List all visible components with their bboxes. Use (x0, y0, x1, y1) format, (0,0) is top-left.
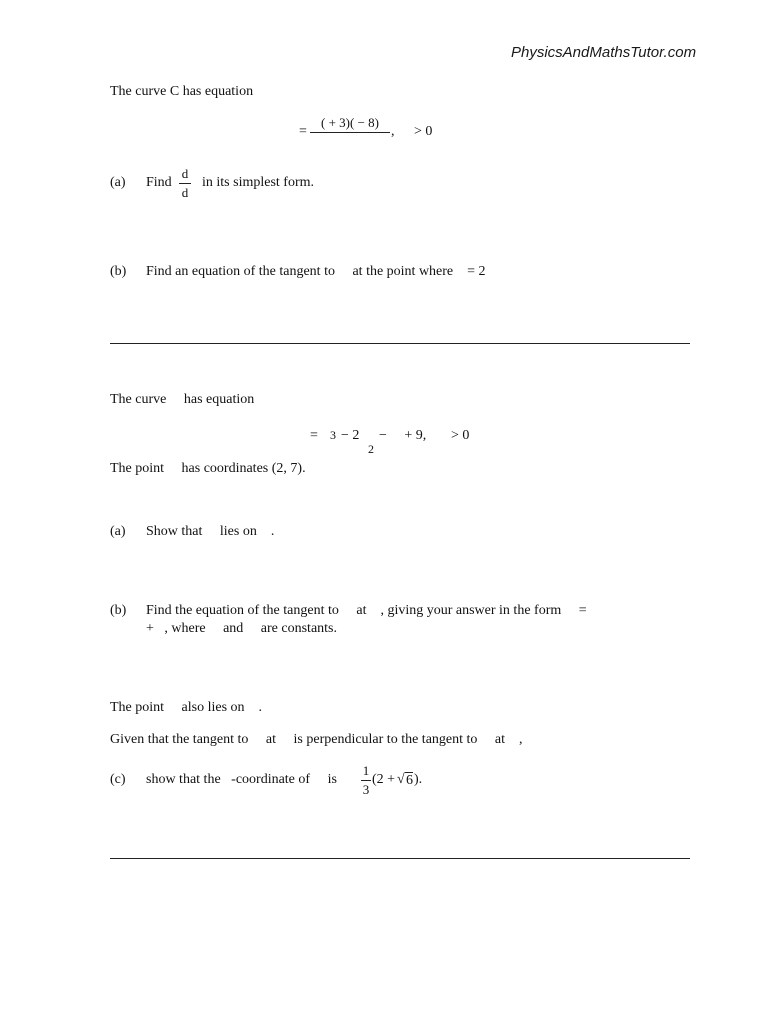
q2-point: The point has coordinates (2, 7). (110, 461, 306, 476)
q2-given: Given that the tangent to at is perpendicular to the tangent to at , (110, 732, 523, 747)
site-brand: PhysicsAndMathsTutor.com (511, 44, 697, 61)
q1-eq-condition: > 0 (414, 124, 433, 139)
q2-a-label: (a) (110, 524, 126, 539)
q1-eq-numerator: ( + 3)( − 8) (321, 115, 379, 130)
q2-b-label: (b) (110, 603, 127, 618)
fraction-bar (179, 183, 191, 184)
fraction-bar (361, 780, 371, 781)
q2-c-paren-close: ). (414, 772, 423, 787)
q2-eq-power-3: 3 (330, 428, 336, 442)
q1-intro: The curve C has equation (110, 84, 254, 99)
q2-c-fraction (361, 763, 371, 797)
q2-c-text: show that the -coordinate of is (146, 772, 337, 787)
q1-a-derivative (179, 166, 191, 200)
q1-a-deriv-num: d (181, 166, 189, 181)
q2-eq-rest: − + 9, (379, 428, 427, 443)
q1-b-text: Find an equation of the tangent to at the point where = 2 (146, 264, 486, 279)
q2-eq-power-2: 2 (368, 442, 374, 457)
divider-1 (110, 343, 690, 344)
q2-eq-middle: − 2 (341, 428, 360, 443)
q2-intro: The curve has equation (110, 392, 255, 407)
q2-c-label: (c) (110, 772, 126, 787)
q2-c-frac-num: 1 (362, 763, 370, 778)
q2-eq-lhs: = (310, 428, 318, 443)
divider-2 (110, 858, 690, 859)
q1-a-deriv-den: d (181, 184, 189, 200)
q1-a-label: (a) (110, 175, 126, 190)
q2-c-sqrt-arg: 6 (406, 773, 413, 788)
q2-c-sqrt-sign: √ (397, 772, 405, 787)
q1-eq-fraction (310, 115, 390, 134)
q2-eq-condition: > 0 (451, 428, 470, 443)
q2-c-paren-open: (2 + (372, 772, 396, 787)
q1-eq-lhs: = (299, 124, 307, 139)
q1-a-find: Find (146, 175, 172, 190)
q2-c-frac-den: 3 (362, 781, 370, 797)
q1-eq-comma: , (391, 124, 395, 139)
q1-a-rest: in its simplest form. (202, 175, 314, 190)
q2-a-text: Show that lies on . (146, 524, 275, 539)
q2-also: The point also lies on . (110, 700, 263, 715)
q1-b-label: (b) (110, 264, 127, 279)
q2-b-line2: + , where and are constants. (146, 621, 338, 636)
fraction-bar (310, 132, 390, 133)
q2-b-line1: Find the equation of the tangent to at , giving your answer in the form = (146, 603, 587, 618)
